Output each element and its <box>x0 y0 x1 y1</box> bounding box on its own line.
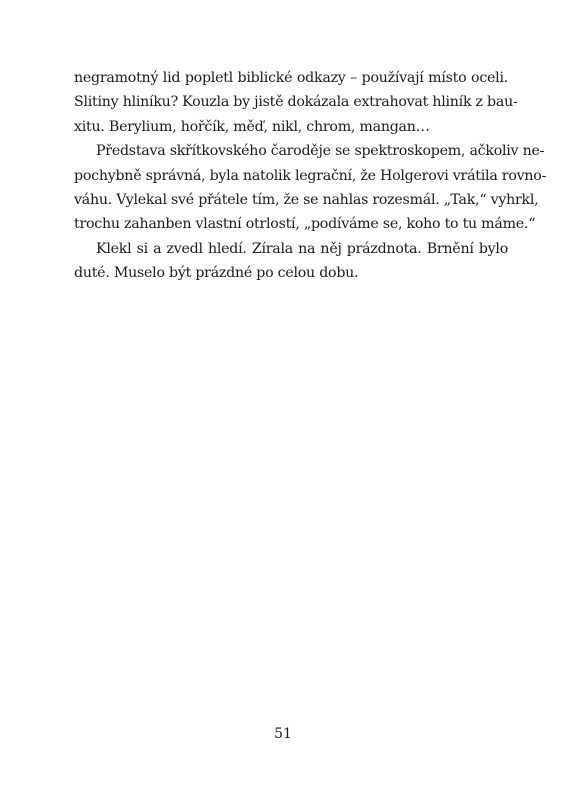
text-line: negramotný lid popletl biblické odkazy – používají místo oceli. <box>74 70 508 86</box>
text-line: xitu. Berylium, hořčík, měď, nikl, chrom, mangan… <box>74 118 430 135</box>
text-line: váhu. Vylekal své přátele tím, že se nahlas rozesmál. „Tak,“ vyhrkl, <box>74 191 539 208</box>
body-text <box>74 66 547 286</box>
text-line: duté. Muselo být prázdné po celou dobu. <box>74 265 359 282</box>
page-number: 51 <box>274 726 292 742</box>
text-line: trochu zahanben vlastní otrlostí, „podíváme se, koho to tu máme.“ <box>74 216 536 233</box>
text-line: Představa skřítkovského čaroděje se spektroskopem, ačkoliv ne- <box>96 143 545 160</box>
text-line: pochybně správná, byla natolik legrační, že Holgerovi vrátila rovno- <box>74 167 547 184</box>
text-line: Slitiny hliníku? Kouzla by jistě dokázala extrahovat hliník z bau- <box>74 94 518 111</box>
text-line: Klekl si a zvedl hledí. Zírala na něj prázdnota. Brnění bylo <box>96 240 508 257</box>
